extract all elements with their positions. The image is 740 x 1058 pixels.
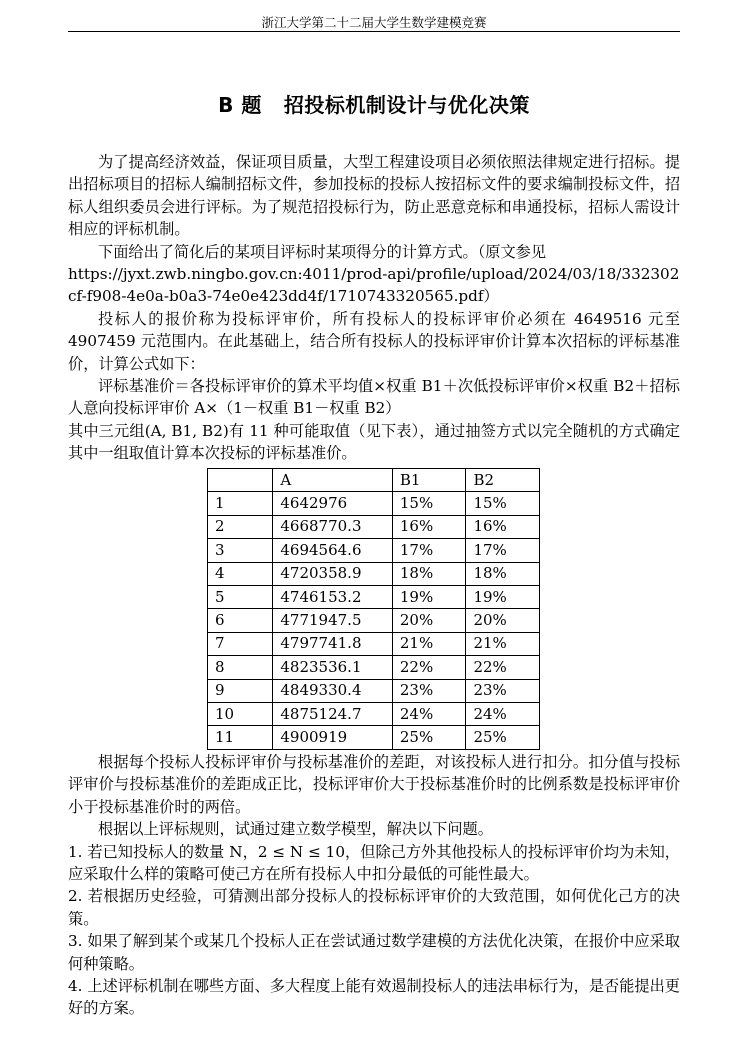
paragraph-price-range: 投标人的报价称为投标评审价，所有投标人的投标评审价必须在 4649516 元至 4907459 元范围内。在此基础上，结合所有投标人的投标评审价计算本次招标的评标基准价，计算公式如下： <box>68 309 680 373</box>
table-cell: 16% <box>392 515 466 538</box>
paragraph-deduction: 根据每个投标人投标评审价与投标基准价的差距，对该投标人进行扣分。扣分值与投标评审价与投标基准价的差距成正比，投标评审价大于投标基准价时的比例系数是投标评审价小于投标基准价时的两倍。 <box>68 753 680 816</box>
table-cell: 4642976 <box>273 492 393 515</box>
table-cell: 4875124.7 <box>273 702 393 725</box>
question-4: 4. 上述评标机制在哪些方面、多大程度上能有效遏制投标人的违法串标行为，是否能提出更好的方案。 <box>68 977 680 1018</box>
page-title <box>68 89 680 118</box>
table-cell: 7 <box>208 632 273 655</box>
table-row <box>208 656 540 679</box>
table-row <box>208 679 540 702</box>
table-header-row <box>208 469 540 492</box>
question-3: 3. 如果了解到某个或某几个投标人正在尝试通过数学建模的方法优化决策，在报价中应采取何种策略。 <box>68 932 680 973</box>
table-cell: 1 <box>208 492 273 515</box>
table-cell: 25% <box>392 726 466 749</box>
paragraph-task: 根据以上评标规则，试通过建立数学模型，解决以下问题。 <box>98 820 493 839</box>
table-cell: 22% <box>392 656 466 679</box>
source-url-link[interactable]: https://jyxt.zwb.ningbo.gov.cn:4011/prod-api/profile/upload/2024/03/18/332302cf-f908-4e0a-b0a3-74e0e423dd4f/1710743320565.pdf <box>68 265 680 306</box>
table-header-cell: B2 <box>466 469 540 492</box>
table-cell: 11 <box>208 726 273 749</box>
table-cell: 9 <box>208 679 273 702</box>
table-cell: 15% <box>466 492 540 515</box>
table-cell: 4746153.2 <box>273 585 393 608</box>
table-cell: 24% <box>392 702 466 725</box>
table-cell: 22% <box>466 656 540 679</box>
parameter-table <box>207 468 540 750</box>
table-cell: 20% <box>466 609 540 632</box>
source-text-end: ） <box>483 287 499 306</box>
table-cell: 4694564.6 <box>273 539 393 562</box>
table-cell: 2 <box>208 515 273 538</box>
table-header-cell: B1 <box>392 469 466 492</box>
table-cell: 17% <box>392 539 466 562</box>
table-row <box>208 492 540 515</box>
table-cell: 5 <box>208 585 273 608</box>
table-cell: 21% <box>392 632 466 655</box>
table-cell: 24% <box>466 702 540 725</box>
table-row <box>208 562 540 585</box>
table-cell: 6 <box>208 609 273 632</box>
table-row <box>208 726 540 749</box>
table-row <box>208 515 540 538</box>
table-cell: 3 <box>208 539 273 562</box>
paragraph-triplet: 其中三元组(A, B1, B2)有 11 种可能取值（见下表），通过抽签方式以完全随机的方式确定其中一组取值计算本次投标的评标基准价。 <box>68 421 680 463</box>
table-row <box>208 632 540 655</box>
table-row <box>208 585 540 608</box>
table-cell: 21% <box>466 632 540 655</box>
table-cell: 19% <box>392 585 466 608</box>
paragraph-intro: 为了提高经济效益，保证项目质量，大型工程建设项目必须依照法律规定进行招标。提出招标项目的招标人编制招标文件，参加投标的投标人按招标文件的要求编制投标文件，招标人组织委员会进行评标。为了规范招投标行为，防止恶意竞标和串通投标，招标人需设计相应的评标机制。 <box>68 153 680 239</box>
source-text: 下面给出了简化后的某项目评标时某项得分的计算方式。（原文参见 <box>98 242 547 261</box>
intro-section <box>68 151 680 465</box>
table-cell: 4849330.4 <box>273 679 393 702</box>
table-cell: 25% <box>466 726 540 749</box>
table-cell: 10 <box>208 702 273 725</box>
table-cell: 23% <box>466 679 540 702</box>
table-header-cell: A <box>273 469 393 492</box>
table-cell: 17% <box>466 539 540 562</box>
rules-section <box>68 751 680 1020</box>
title-prefix: B 题 <box>218 93 262 117</box>
table-row <box>208 609 540 632</box>
table-cell: 18% <box>466 562 540 585</box>
title-main: 招投标机制设计与优化决策 <box>283 93 530 117</box>
table-cell: 4771947.5 <box>273 609 393 632</box>
table-cell: 4 <box>208 562 273 585</box>
table-cell: 4900919 <box>273 726 393 749</box>
table-header-cell <box>208 469 273 492</box>
table-cell: 15% <box>392 492 466 515</box>
header-divider <box>68 31 680 32</box>
paragraph-formula: 评标基准价＝各投标评审价的算术平均值×权重 B1＋次低投标评审价×权重 B2＋招标人意向投标评审价 A×（1－权重 B1－权重 B2） <box>68 377 680 418</box>
table-cell: 4797741.8 <box>273 632 393 655</box>
table-cell: 8 <box>208 656 273 679</box>
paragraph-source <box>68 241 680 308</box>
table-cell: 18% <box>392 562 466 585</box>
table-row <box>208 702 540 725</box>
table-row <box>208 539 540 562</box>
table-cell: 20% <box>392 609 466 632</box>
table-cell: 19% <box>466 585 540 608</box>
table-cell: 4720358.9 <box>273 562 393 585</box>
table-cell: 4823536.1 <box>273 656 393 679</box>
page-header: 浙江大学第二十二届大学生数学建模竞赛 <box>261 15 487 30</box>
table-cell: 4668770.3 <box>273 515 393 538</box>
question-2: 2. 若根据历史经验，可猜测出部分投标人的投标标评审价的大致范围，如何优化己方的决策。 <box>68 887 680 928</box>
table-cell: 16% <box>466 515 540 538</box>
question-1: 1. 若已知投标人的数量 N，2 ≤ N ≤ 10，但除己方外其他投标人的投标评审价均为未知，应采取什么样的策略可使己方在所有投标人中扣分最低的可能性最大。 <box>68 842 680 884</box>
table-cell: 23% <box>392 679 466 702</box>
